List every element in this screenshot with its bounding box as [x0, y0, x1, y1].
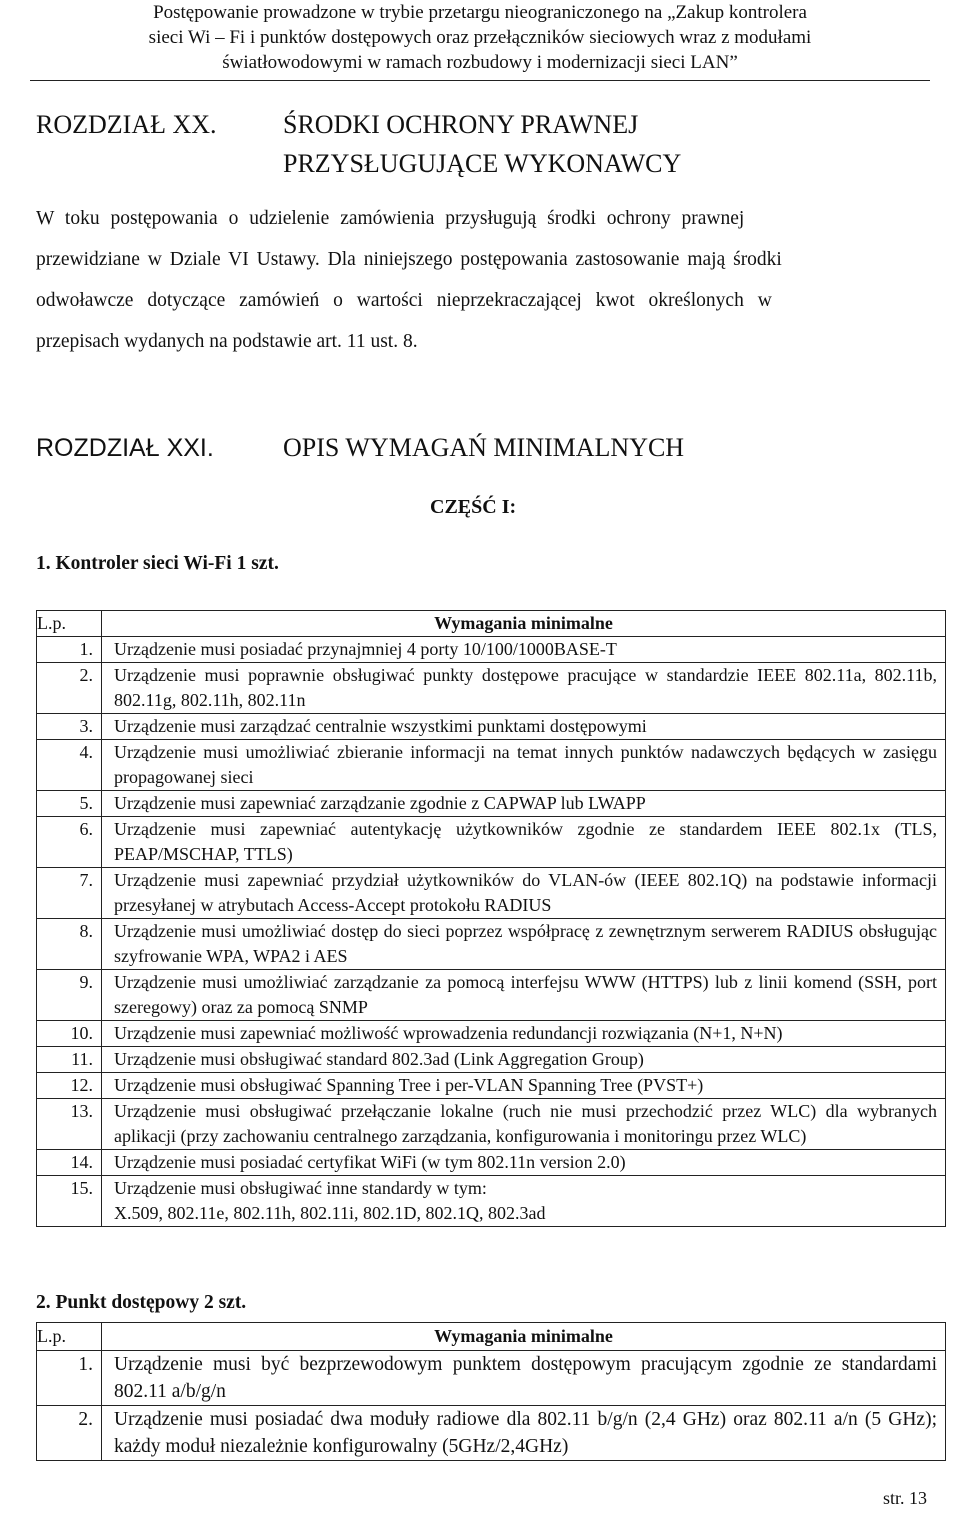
column-header-lp: L.p.: [37, 1323, 102, 1351]
column-header-requirements: Wymagania minimalne: [102, 611, 946, 637]
requirements-table-controller: [36, 610, 946, 1227]
header-line-3: światłowodowymi w ramach rozbudowy i modernizacji sieci LAN”: [222, 52, 738, 73]
row-number: 14.: [37, 1150, 102, 1176]
requirement-text: [102, 1047, 946, 1073]
requirements-table-access-point: [36, 1322, 946, 1461]
requirement-line: Urządzenie musi umożliwiać zarządzanie za pomocą interfejsu WWW (HTTPS) lub z linii komend (SSH, port szeregowy) oraz za pomocą SNMP: [114, 972, 937, 1017]
row-number: 6.: [37, 817, 102, 868]
table-row: [37, 714, 946, 740]
requirement-line: Urządzenie musi zapewniać zarządzanie zgodnie z CAPWAP lub LWAPP: [114, 793, 646, 813]
requirement-line: Urządzenie musi zarządzać centralnie wszystkimi punktami dostępowymi: [114, 716, 647, 736]
row-number: 15.: [37, 1176, 102, 1227]
requirement-line: Urządzenie musi posiadać przynajmniej 4 porty 10/100/1000BASE-T: [114, 639, 617, 659]
table-row: [37, 1073, 946, 1099]
requirement-text: [102, 1351, 946, 1406]
table-row: [37, 1021, 946, 1047]
requirement-text: [102, 970, 946, 1021]
requirement-line: Urządzenie musi obsługiwać przełączanie lokalne (ruch nie musi przechodzić przez WLC) dla wybranych aplikacji (przy zachowaniu centralnego zarządzania, konfigurowania i monitoringu przez WLC): [114, 1101, 937, 1146]
page-number: str. 13: [882, 1488, 927, 1508]
row-number: 11.: [37, 1047, 102, 1073]
chapter-xx-title-line-1: ŚRODKI OCHRONY PRAWNEJ: [283, 110, 639, 139]
column-header-requirements: Wymagania minimalne: [102, 1323, 946, 1351]
requirement-text: [102, 714, 946, 740]
table-row: [37, 1351, 946, 1406]
requirement-line: Urządzenie musi obsługiwać Spanning Tree i per-VLAN Spanning Tree (PVST+): [114, 1075, 704, 1095]
requirement-line: Urządzenie musi zapewniać możliwość wprowadzenia redundancji rozwiązania (N+1, N+N): [114, 1023, 783, 1043]
table-row: [37, 1099, 946, 1150]
chapter-xxi-title: OPIS WYMAGAŃ MINIMALNYCH: [283, 433, 685, 462]
paragraph-line-3: odwoławcze dotyczące zamówień o wartości nieprzekraczającej kwot określonych w: [36, 290, 772, 311]
part-heading: CZĘŚĆ I:: [430, 496, 517, 518]
requirement-text: [102, 919, 946, 970]
table-row: [37, 791, 946, 817]
section-2-heading: 2. Punkt dostępowy 2 szt.: [36, 1292, 247, 1313]
requirement-text: [102, 1021, 946, 1047]
requirement-text: [102, 637, 946, 663]
legal-remedies-paragraph: [36, 198, 926, 362]
paragraph-line: [36, 280, 926, 321]
row-number: 2.: [37, 1406, 102, 1461]
requirement-text: [102, 791, 946, 817]
row-number: 8.: [37, 919, 102, 970]
chapter-xx-title: [283, 105, 681, 183]
paragraph-line: [36, 321, 926, 362]
row-number: 7.: [37, 868, 102, 919]
row-number: 12.: [37, 1073, 102, 1099]
requirement-text: [102, 1406, 946, 1461]
requirement-line: Urządzenie musi umożliwiać zbieranie informacji na temat innych punktów nadawczych będących w zasięgu propagowanej sieci: [114, 742, 937, 787]
table-row: [37, 637, 946, 663]
requirement-text: [102, 1176, 946, 1227]
paragraph-line-4: przepisach wydanych na podstawie art. 11 ust. 8.: [36, 331, 418, 352]
table-row: [37, 817, 946, 868]
requirement-text: [102, 868, 946, 919]
row-number: 9.: [37, 970, 102, 1021]
paragraph-line-2: przewidziane w Dziale VI Ustawy. Dla niniejszego postępowania zastosowanie mają środki: [36, 249, 782, 270]
header-line-1: Postępowanie prowadzone w trybie przetargu nieograniczonego na „Zakup kontrolera: [153, 2, 807, 23]
requirement-line: Urządzenie musi umożliwiać dostęp do sieci poprzez współpracę z zewnętrznym serwerem RADIUS obsługując szyfrowanie WPA, WPA2 i AES: [114, 921, 937, 966]
column-header-lp: L.p.: [37, 611, 102, 637]
requirement-text: [102, 1099, 946, 1150]
requirement-line: Urządzenie musi obsługiwać inne standardy w tym:: [114, 1178, 487, 1198]
row-number: 1.: [37, 637, 102, 663]
requirement-line: Urządzenie musi posiadać dwa moduły radiowe dla 802.11 b/g/n (2,4 GHz) oraz 802.11 a/n (5 GHz); każdy moduł niezależnie konfigurowalny (5GHz/2,4GHz): [114, 1409, 937, 1457]
row-number: 4.: [37, 740, 102, 791]
chapter-xx-number: ROZDZIAŁ XX.: [36, 110, 217, 139]
table-header-row: [37, 611, 946, 637]
row-number: 13.: [37, 1099, 102, 1150]
header-line-2: sieci Wi – Fi i punktów dostępowych oraz przełączników sieciowych wraz z modułami: [148, 27, 812, 48]
table-row: [37, 1176, 946, 1227]
row-number: 10.: [37, 1021, 102, 1047]
requirement-line: Urządzenie musi obsługiwać standard 802.3ad (Link Aggregation Group): [114, 1049, 644, 1069]
table-header-row: [37, 1323, 946, 1351]
table-row: [37, 919, 946, 970]
table-row: [37, 868, 946, 919]
requirement-line: X.509, 802.11e, 802.11h, 802.11i, 802.1D, 802.1Q, 802.3ad: [114, 1203, 546, 1223]
requirement-line: Urządzenie musi być bezprzewodowym punktem dostępowym pracującym zgodnie ze standardami 802.11 a/b/g/n: [114, 1354, 937, 1402]
row-number: 2.: [37, 663, 102, 714]
requirement-line: Urządzenie musi poprawnie obsługiwać punkty dostępowe pracujące w standardzie IEEE 802.11a, 802.11b, 802.11g, 802.11h, 802.11n: [114, 665, 937, 710]
row-number: 1.: [37, 1351, 102, 1406]
chapter-xx-title-line-2: PRZYSŁUGUJĄCE WYKONAWCY: [283, 149, 682, 178]
table-row: [37, 740, 946, 791]
requirement-line: Urządzenie musi zapewniać autentykację użytkowników zgodnie ze standardem IEEE 802.1x (TLS, PEAP/MSCHAP, TTLS): [114, 819, 937, 864]
row-number: 3.: [37, 714, 102, 740]
table-row: [37, 663, 946, 714]
paragraph-line-1: W toku postępowania o udzielenie zamówienia przysługują środki ochrony prawnej: [36, 208, 745, 229]
table-row: [37, 1406, 946, 1461]
requirement-text: [102, 1073, 946, 1099]
requirement-line: Urządzenie musi zapewniać przydział użytkowników do VLAN-ów (IEEE 802.1Q) na podstawie informacji przesyłanej w atrybutach Access-Accept protokołu RADIUS: [114, 870, 937, 915]
requirement-text: [102, 1150, 946, 1176]
table-row: [37, 970, 946, 1021]
table-row: [37, 1150, 946, 1176]
page-header: [30, 0, 930, 81]
paragraph-line: [36, 239, 926, 280]
table-row: [37, 1047, 946, 1073]
row-number: 5.: [37, 791, 102, 817]
section-1-heading: 1. Kontroler sieci Wi-Fi 1 szt.: [36, 553, 279, 574]
requirement-line: Urządzenie musi posiadać certyfikat WiFi (w tym 802.11n version 2.0): [114, 1152, 626, 1172]
requirement-text: [102, 740, 946, 791]
table-body: [37, 637, 946, 1227]
requirement-text: [102, 663, 946, 714]
requirement-text: [102, 817, 946, 868]
paragraph-line: [36, 198, 926, 239]
chapter-xxi-number: ROZDZIAŁ XXI.: [36, 434, 214, 462]
table-body: [37, 1351, 946, 1461]
